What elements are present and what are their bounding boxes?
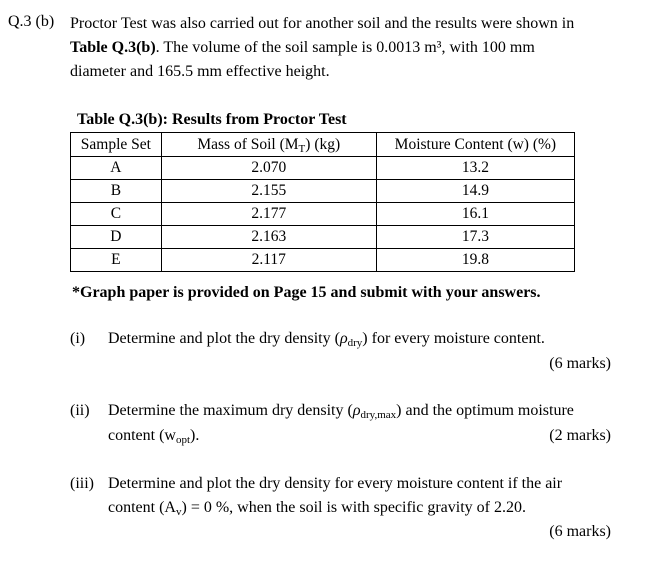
part-iii-marks: (6 marks) <box>549 523 611 540</box>
question-number: Q.3 (b) <box>8 13 55 30</box>
results-table <box>70 132 575 272</box>
cell-mass: 2.155 <box>161 180 376 203</box>
cell-moisture: 16.1 <box>376 203 574 226</box>
header-sample-set: Sample Set <box>71 133 162 157</box>
question-intro <box>70 12 618 84</box>
part-ii-text-line2: content $(w_{opt})$. <box>108 427 200 446</box>
intro-line-1: Proctor Test was also carried out for another soil and the results were shown in <box>70 15 575 32</box>
cell-mass: 2.070 <box>161 157 376 180</box>
table-row <box>71 203 575 226</box>
cell-moisture: 17.3 <box>376 226 574 249</box>
cell-sample: A <box>71 157 162 180</box>
cell-sample: E <box>71 249 162 272</box>
part-iii-text-line2: content $(A_v) = 0$ %, when the soil is with specific gravity of 2.20. <box>108 499 526 518</box>
part-i-marks: (6 marks) <box>549 355 611 372</box>
table-row <box>71 180 575 203</box>
cell-moisture: 14.9 <box>376 180 574 203</box>
part-ii-marks: (2 marks) <box>549 427 611 444</box>
table-caption: Table Q.3(b): Results from Proctor Test <box>77 111 347 128</box>
cell-sample: B <box>71 180 162 203</box>
part-iii-text: Determine and plot the dry density for every moisture content if the air <box>108 475 563 492</box>
cell-moisture: 13.2 <box>376 157 574 180</box>
part-iii-label: (iii) <box>70 475 94 492</box>
cell-mass: 2.177 <box>161 203 376 226</box>
cell-moisture: 19.8 <box>376 249 574 272</box>
intro-table-ref: Table Q.3(b) <box>70 39 156 56</box>
header-mass: Mass of Soil $(M_T)$ (kg) <box>161 133 376 157</box>
part-i-text: Determine and plot the dry density $(\rho_{dry})$ for every moisture content. <box>108 330 545 349</box>
part-i-label: (i) <box>70 330 86 347</box>
part-ii-text: Determine the maximum dry density $(\rho_{dry,max})$ and the optimum moisture <box>108 402 574 421</box>
table-header-row <box>71 133 575 157</box>
table-row <box>71 226 575 249</box>
intro-line-2: . The volume of the soil sample is 0.0013 m³, with 100 mm <box>155 39 535 56</box>
cell-sample: C <box>71 203 162 226</box>
graph-paper-note: *Graph paper is provided on Page 15 and submit with your answers. <box>72 284 541 301</box>
header-moisture: Moisture Content (w) (%) <box>376 133 574 157</box>
table-row <box>71 249 575 272</box>
cell-mass: 2.117 <box>161 249 376 272</box>
cell-sample: D <box>71 226 162 249</box>
part-ii-label: (ii) <box>70 402 90 419</box>
intro-line-3: diameter and 165.5 mm effective height. <box>70 63 330 80</box>
cell-mass: 2.163 <box>161 226 376 249</box>
table-row <box>71 157 575 180</box>
